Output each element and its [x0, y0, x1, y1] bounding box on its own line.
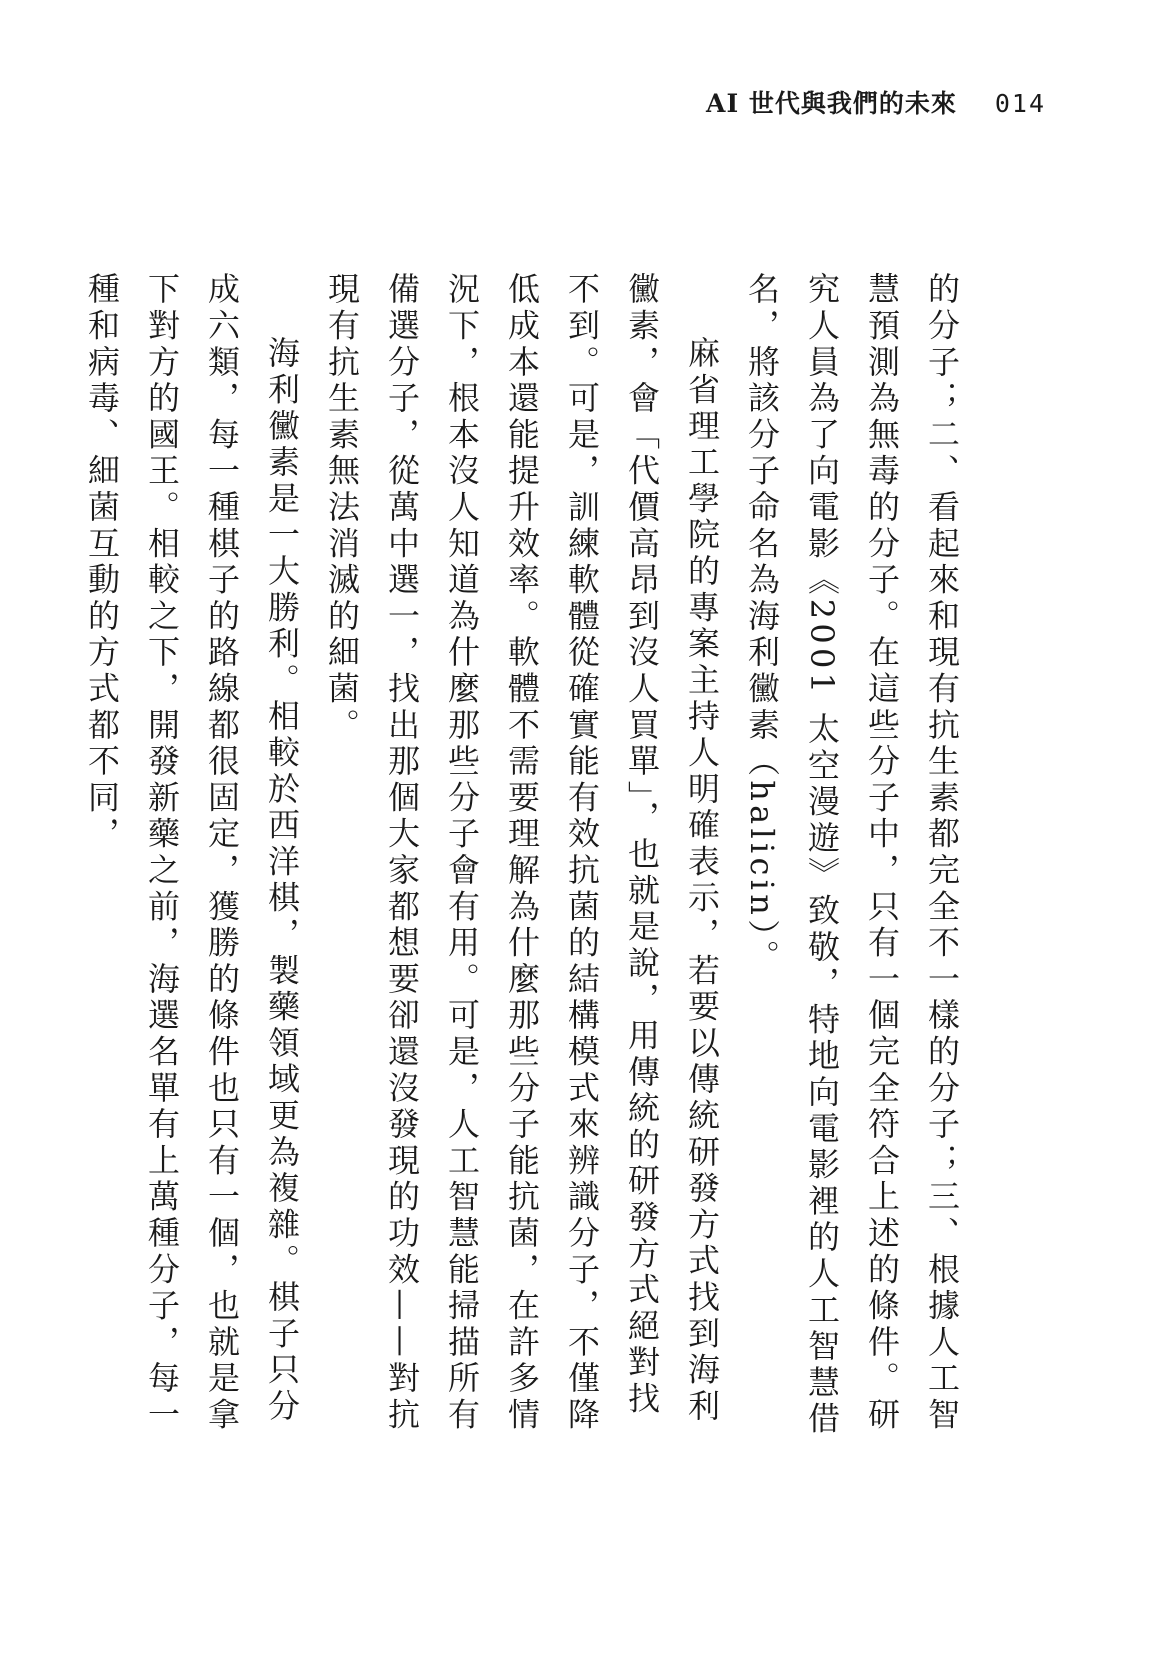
book-title: AI 世代與我們的未來: [706, 89, 957, 118]
running-header: [706, 84, 1046, 120]
paragraph-3: 海利黴素是一大勝利。相較於西洋棋，製藥領域更為複雜。棋子只分成六類，每一種棋子的路線都很固定，獲勝的條件也只有一個，也就是拿下對方的國王。相較之下，開發新藥之前，海選名單有上萬種分子，每一種和病毒、細菌互動的方式都不同，: [83, 272, 301, 1434]
paragraph-1: 的分子；二、看起來和現有抗生素都完全不一樣的分子；三、根據人工智慧預測為無毒的分子。在這些分子中，只有一個完全符合上述的條件。研究人員為了向電影《2001 太空漫遊》致敬，特地向電影裡的人工智慧借名，將該分子命名為海利黴素（halicin）。: [743, 272, 961, 1438]
vertical-body-text: [83, 272, 972, 1442]
paragraph-2: 麻省理工學院的專案主持人明確表示，若要以傳統研發方式找到海利黴素，會「代價高昂到沒人買單」，也就是說，用傳統的研發方式絕對找不到。可是，訓練軟體從確實能有效抗菌的結構模式來辨識分子，不僅降低成本還能提升效率。軟體不需要理解為什麼那些分子能抗菌，在許多情況下，根本沒人知道為什麼那些分子會有用。可是，人工智慧能掃描所有備選分子，從萬中選一，找出那個大家都想要卻還沒發現的功效——對抗現有抗生素無法消滅的細菌。: [323, 272, 721, 1434]
page-number: 014: [994, 89, 1046, 118]
